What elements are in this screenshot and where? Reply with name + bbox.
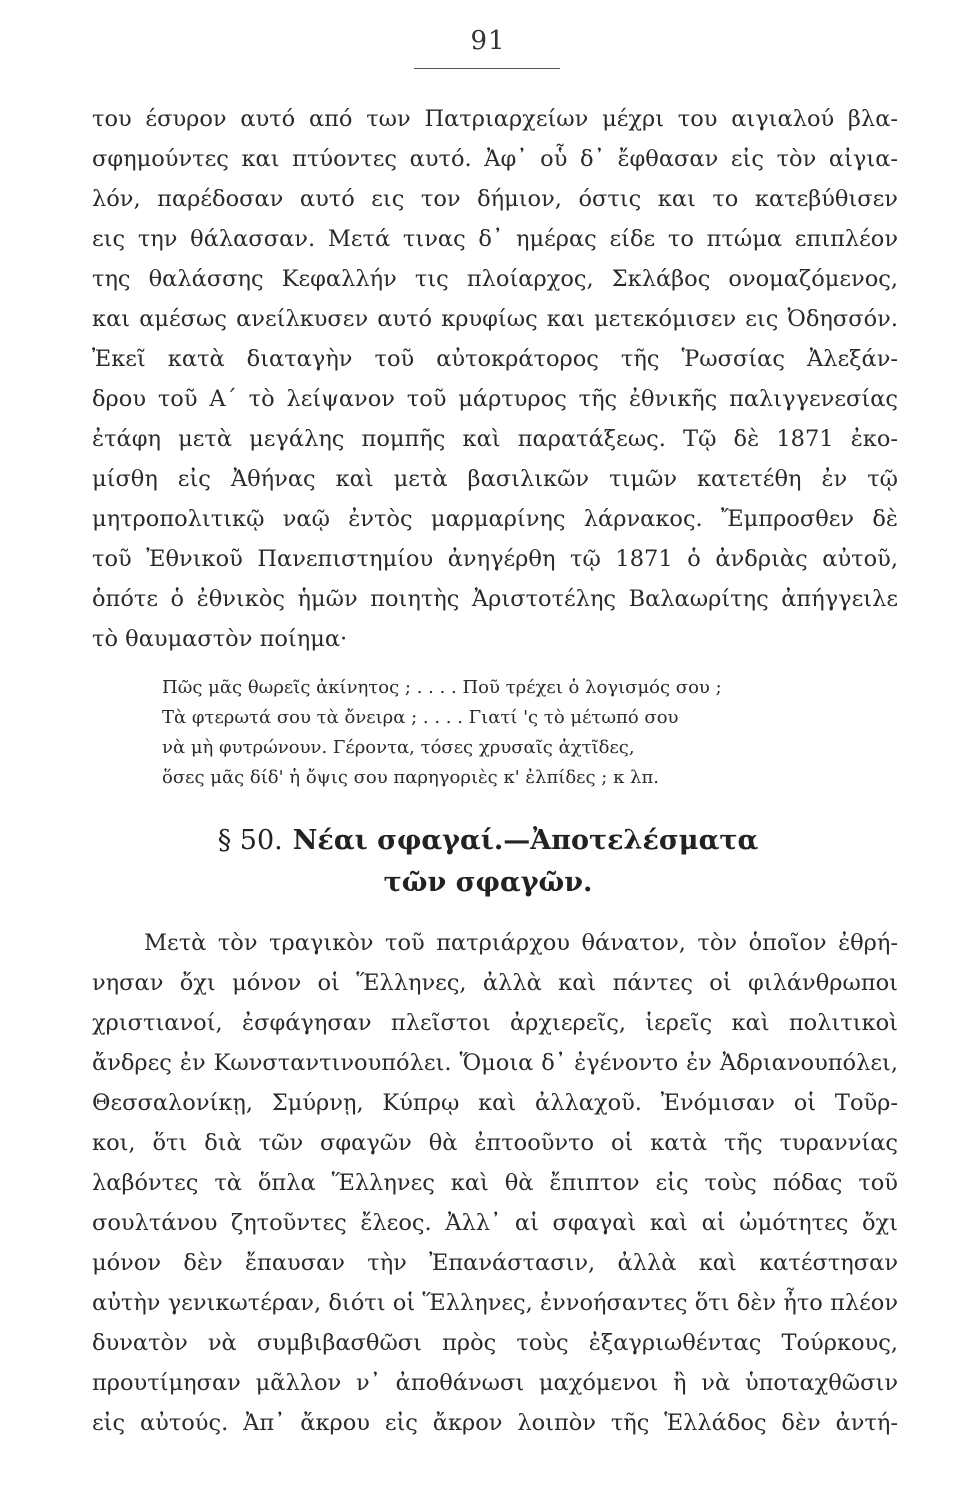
poem-verse: ὅσες μᾶς δίδ' ἡ ὄψις σου παρηγοριὲς κ' ἐλπίδες ; κ λπ. [162,767,660,788]
text-line: τὸ θαυμαστὸν ποίημα· [92,626,348,652]
page-number: 91 [470,26,506,56]
text-line: ὁπότε ὁ ἐθνικὸς ἡμῶν ποιητὴς Ἀριστοτέλης Βαλαωρίτης ἀπήγγειλε [92,586,898,612]
text-line: της θαλάσσης Κεφαλλήν τις πλοίαρχος, Σκλάβος ονομαζόμενος, [92,266,898,292]
text-line: Ἐκεῖ κατὰ διαταγὴν τοῦ αὐτοκράτορος τῆς Ῥωσσίας Ἀλεξάν- [92,346,898,372]
section-number: § 50. [217,825,283,856]
text-line: εἰς αὐτούς. Ἀπ᾽ ἄκρου εἰς ἄκρον λοιπὸν τῆς Ἑλλάδος δὲν ἀντή- [92,1410,898,1436]
section-title-line-2: τῶν σφαγῶν. [383,867,593,898]
text-line: κοι, ὅτι διὰ τῶν σφαγῶν θὰ ἐπτοοῦντο οἱ κατὰ τῆς τυραννίας [92,1130,898,1156]
text-line: και αμέσως ανείλκυσεν αυτό κρυφίως και μετεκόμισεν εις Ὀδησσόν. [92,306,898,332]
text-line: ἐτάφη μετὰ μεγάλης πομπῆς καὶ παρατάξεως. Τῷ δὲ 1871 ἐκο- [92,426,898,452]
text-line: δυνατὸν νὰ συμβιβασθῶσι πρὸς τοὺς ἐξαγριωθέντας Τούρκους, [92,1330,898,1356]
text-line: ἄνδρες ἐν Κωνσταντινουπόλει. Ὅμοια δ᾽ ἐγένοντο ἐν Ἀδριανουπόλει, [92,1050,898,1076]
text-line: χριστιανοί, ἐσφάγησαν πλεῖστοι ἀρχιερεῖς, ἱερεῖς καὶ πολιτικοὶ [92,1010,898,1036]
text-line: εις την θάλασσαν. Μετά τινας δ᾽ ημέρας είδε το πτώμα επιπλέον [92,226,898,252]
text-line: Μετὰ τὸν τραγικὸν τοῦ πατριάρχου θάνατον, τὸν ὁποῖον ἐθρή- [144,930,898,956]
section-heading-continued [0,867,976,898]
poem-quote [162,673,802,793]
header-rule [414,68,560,69]
text-line: δρου τοῦ Α´ τὸ λείψανον τοῦ μάρτυρος τῆς ἐθνικῆς παλιγγενεσίας [92,386,898,412]
text-line: τοῦ Ἐθνικοῦ Πανεπιστημίου ἀνηγέρθη τῷ 1871 ὁ ἀνδριὰς αὐτοῦ, [92,546,898,572]
paragraph-2 [92,923,898,1443]
text-line: μητροπολιτικῷ ναῷ ἐντὸς μαρμαρίνης λάρνακος. Ἔμπροσθεν δὲ [92,506,898,532]
text-line: λόν, παρέδοσαν αυτό εις τον δήμιον, όστις και το κατεβύθισεν [92,186,898,212]
section-title-line-1: Νέαι σφαγαί.—Ἀποτελέσματα [292,825,759,856]
text-line: νησαν ὄχι μόνον οἱ Ἕλληνες, ἀλλὰ καὶ πάντες οἱ φιλάνθρωποι [92,970,898,996]
poem-verse: Πῶς μᾶς θωρεῖς ἀκίνητος ; . . . . Ποῦ τρέχει ὁ λογισμός σου ; [162,677,722,698]
text-line: σφημούντες και πτύοντες αυτό. Ἀφ᾽ οὗ δ᾽ ἔφθασαν εἰς τὸν αἰγια- [92,146,898,172]
text-line: μόνον δὲν ἔπαυσαν τὴν Ἐπανάστασιν, ἀλλὰ καὶ κατέστησαν [92,1250,898,1276]
text-line: αὐτὴν γενικωτέραν, διότι οἱ Ἕλληνες, ἐννοήσαντες ὅτι δὲν ἦτο πλέον [92,1290,898,1316]
paragraph-1 [92,99,898,659]
section-heading [0,825,976,856]
poem-verse: Τὰ φτερωτά σου τὰ ὄνειρα ; . . . . Γιατί 'ς τὸ μέτωπό σου [162,707,679,728]
text-line: λαβόντες τὰ ὅπλα Ἕλληνες καὶ θὰ ἔπιπτον εἰς τοὺς πόδας τοῦ [92,1170,898,1196]
text-line: μίσθη εἰς Ἀθήνας καὶ μετὰ βασιλικῶν τιμῶν κατετέθη ἐν τῷ [92,466,898,492]
text-line: Θεσσαλονίκῃ, Σμύρνῃ, Κύπρῳ καὶ ἀλλαχοῦ. Ἐνόμισαν οἱ Τοῦρ- [92,1090,898,1116]
text-line: προυτίμησαν μᾶλλον ν᾽ ἀποθάνωσι μαχόμενοι ἢ νὰ ὑποταχθῶσιν [92,1370,898,1396]
poem-verse: νὰ μὴ φυτρώνουν. Γέροντα, τόσες χρυσαῖς ἀχτῖδες, [162,737,635,758]
text-line: σουλτάνου ζητοῦντες ἔλεος. Ἀλλ᾽ αἱ σφαγαὶ καὶ αἱ ὠμότητες ὄχι [92,1210,898,1236]
text-line: του έσυρον αυτό από των Πατριαρχείων μέχρι του αιγιαλού βλα- [92,106,898,132]
